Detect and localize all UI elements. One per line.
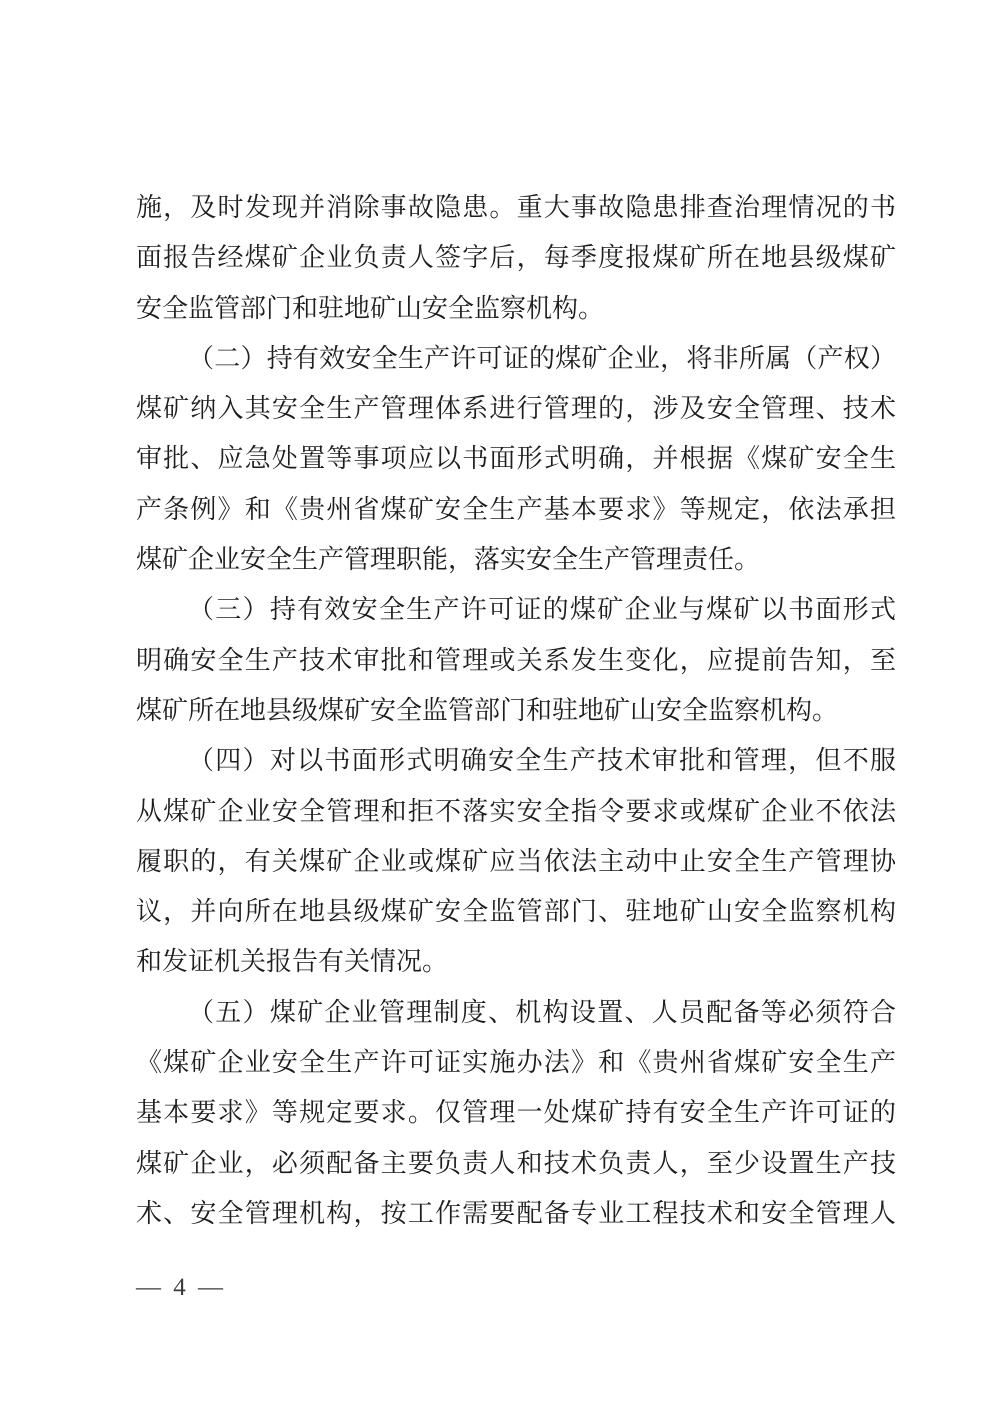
text-line: 煤矿所在地县级煤矿安全监管部门和驻地矿山安全监察机构。: [136, 695, 839, 725]
text-line: 面报告经煤矿企业负责人签字后，每季度报煤矿所在地县级煤矿: [136, 243, 896, 273]
text-line: 基本要求》等规定要求。仅管理一处煤矿持有安全生产许可证的: [136, 1098, 896, 1128]
text-line: 煤矿企业安全生产管理职能，落实安全生产管理责任。: [136, 545, 761, 575]
text-line: 履职的，有关煤矿企业或煤矿应当依法主动中止安全生产管理协: [136, 846, 896, 876]
page-number: — 4 —: [136, 1274, 226, 1301]
text-line: （四）对以书面形式明确安全生产技术审批和管理，但不服: [188, 746, 896, 776]
text-line: 议，并向所在地县级煤矿安全监管部门、驻地矿山安全监察机构: [136, 897, 896, 927]
text-line: 煤矿企业，必须配备主要负责人和技术负责人，至少设置生产技: [136, 1148, 896, 1178]
text-line: （三）持有效安全生产许可证的煤矿企业与煤矿以书面形式: [188, 595, 896, 625]
text-line: 安全监管部门和驻地矿山安全监察机构。: [136, 293, 605, 323]
text-line: 明确安全生产技术审批和管理或关系发生变化，应提前告知，至: [136, 645, 896, 675]
text-line: 术、安全管理机构，按工作需要配备专业工程技术和安全管理人: [136, 1198, 896, 1228]
text-line: 《煤矿企业安全生产许可证实施办法》和《贵州省煤矿安全生产: [136, 1048, 896, 1078]
text-line: 产条例》和《贵州省煤矿安全生产基本要求》等规定，依法承担: [136, 494, 896, 524]
text-line: 审批、应急处置等事项应以书面形式明确，并根据《煤矿安全生: [136, 444, 896, 474]
document-body: [136, 183, 896, 1239]
text-line: 施，及时发现并消除事故隐患。重大事故隐患排查治理情况的书: [136, 193, 896, 222]
text-line: 从煤矿企业安全管理和拒不落实安全指令要求或煤矿企业不依法: [136, 796, 896, 826]
text-line: 煤矿纳入其安全生产管理体系进行管理的，涉及安全管理、技术: [136, 394, 896, 424]
text-line: （二）持有效安全生产许可证的煤矿企业，将非所属（产权）: [188, 343, 896, 373]
text-line: 和发证机关报告有关情况。: [136, 947, 449, 977]
text-line: （五）煤矿企业管理制度、机构设置、人员配备等必须符合: [188, 997, 896, 1027]
